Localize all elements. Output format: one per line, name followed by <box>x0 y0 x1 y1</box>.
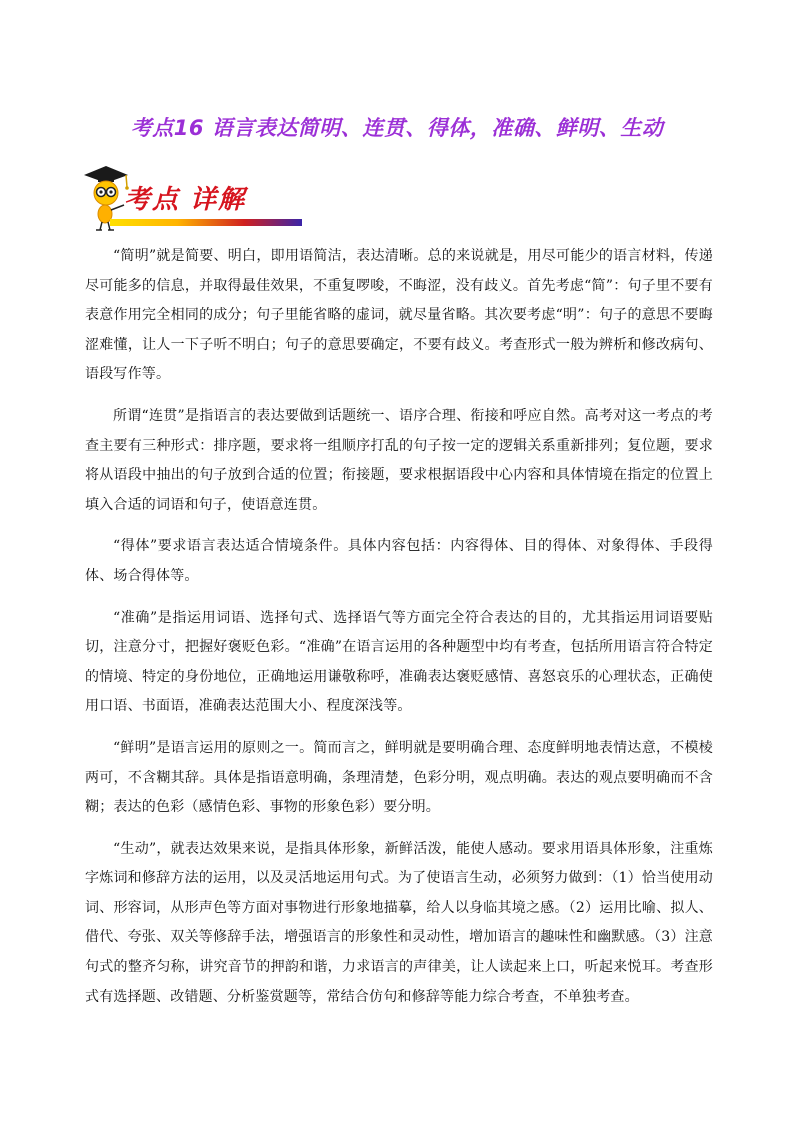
paragraph-zhunque: “准确”是指运用词语、选择句式、选择语气等方面完全符合表达的目的，尤其指运用词语要贴切，注意分寸，把握好褒贬色彩。“准确”在语言运用的各种题型中均有考查，包括所用语言符合特定的情境、特定的身份地位，正确地运用谦敬称呼，准确表达褒贬感情、喜怒哀乐的心理状态，正确使用口语、书面语，准确表达范围大小、程度深浅等。 <box>85 609 713 715</box>
section-banner <box>80 163 302 235</box>
banner-underline <box>110 219 302 226</box>
section-heading-word1: 考点 <box>124 185 181 215</box>
paragraph-shengdong: “生动”，就表达效果来说，是指具体形象，新鲜活泼，能使人感动。要求用语具体形象，注重炼字炼词和修辞方法的运用，以及灵活地运用句式。为了使语言生动，必须努力做到：（1）恰当使用动词、形容词，从形声色等方面对事物进行形象地描摹，给人以身临其境之感。（2）运用比喻、拟人、借代、夸张、双关等修辞手法，增强语言的形象性和灵动性，增加语言的趣味性和幽默感。（3）注意句式的整齐匀称，讲究音节的押韵和谐，力求语言的声律美，让人读起来上口，听起来悦耳。考查形式有选择题、改错题、分析鉴赏题等，常结合仿句和修辞等能力综合考查，不单独考查。 <box>85 840 713 1005</box>
paragraph-jianming: “简明”就是简要、明白，即用语简洁，表达清晰。总的来说就是，用尽可能少的语言材料，传递尽可能多的信息，并取得最佳效果，不重复啰唆，不晦涩，没有歧义。首先考虑“简”：句子里不要有表意作用完全相同的成分；句子里能省略的虚词，就尽量省略。其次要考虑“明”：句子的意思不要晦涩难懂，让人一下子听不明白；句子的意思要确定，不要有歧义。考查形式一般为辨析和修改病句、语段写作等。 <box>85 248 713 383</box>
page-title: 考点16 语言表达简明、连贯、得体，准确、鲜明、生动 <box>130 116 664 140</box>
paragraph-lianguan: 所谓“连贯”是指语言的表达要做到话题统一、语序合理、衔接和呼应自然。高考对这一考点的考查主要有三种形式：排序题，要求将一组顺序打乱的句子按一定的逻辑关系重新排列；复位题，要求将从语段中抽出的句子放到合适的位置；衔接题，要求根据语段中心内容和具体情境在指定的位置上填入合适的词语和句子，使语意连贯。 <box>85 407 713 513</box>
paragraph-deti: “得体”要求语言表达适合情境条件。具体内容包括：内容得体、目的得体、对象得体、手段得体、场合得体等。 <box>85 538 713 584</box>
section-heading-word2: 详解 <box>190 185 247 215</box>
paragraph-xianming: “鲜明”是语言运用的原则之一。简而言之，鲜明就是要明确合理、态度鲜明地表情达意，不模棱两可，不含糊其辞。具体是指语意明确，条理清楚，色彩分明，观点明确。表达的观点要明确而不含糊；表达的色彩（感情色彩、事物的形象色彩）要分明。 <box>85 739 713 816</box>
section-heading <box>124 179 246 216</box>
body-content <box>85 242 713 1024</box>
